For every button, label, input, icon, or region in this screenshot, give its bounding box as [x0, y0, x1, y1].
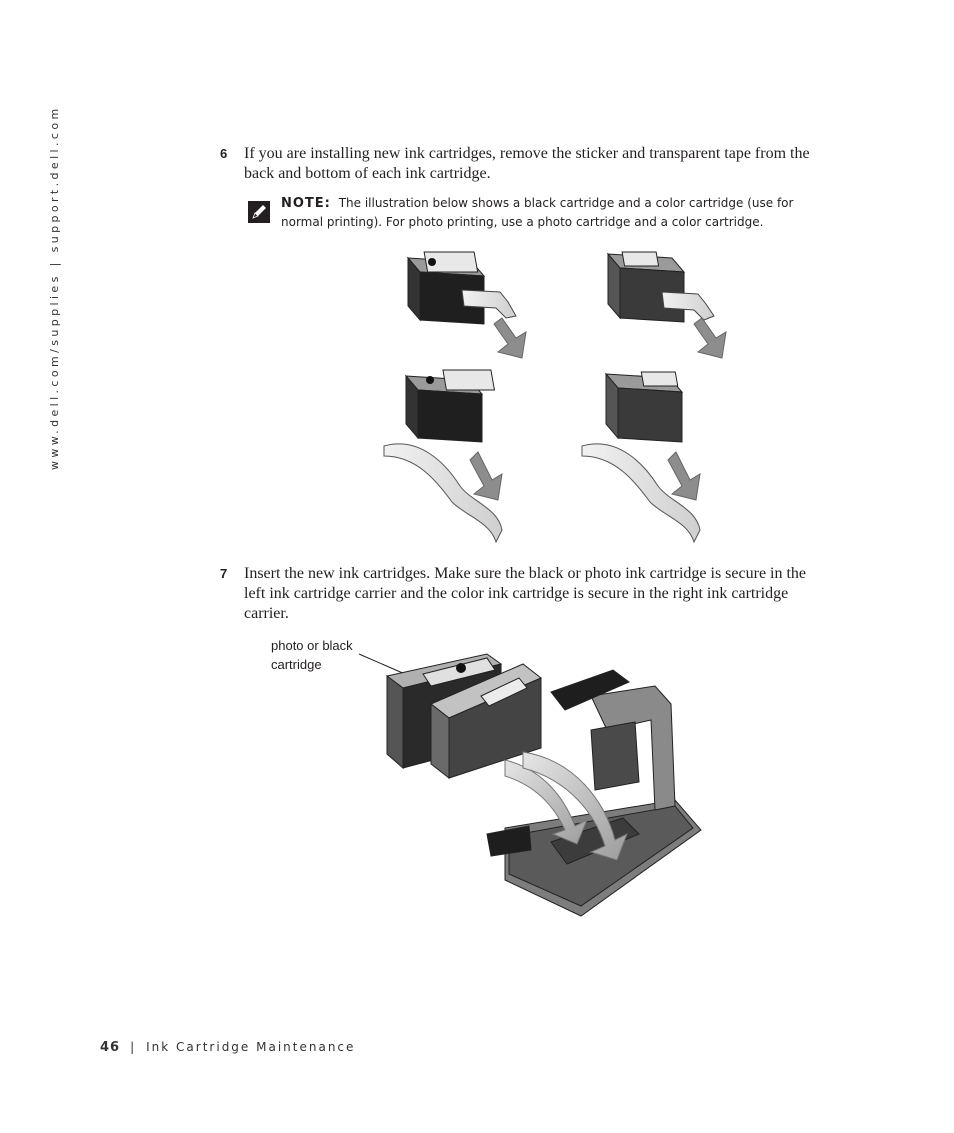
note-label: NOTE:	[281, 196, 331, 211]
arrow-icon	[470, 452, 502, 500]
color-cartridge-top	[608, 252, 714, 322]
page-number: 46	[100, 1040, 121, 1055]
callout-label: photo or black cartridge	[271, 638, 353, 672]
color-cartridge-bottom	[606, 372, 682, 442]
page-footer	[100, 1040, 355, 1055]
arrow-icon	[668, 452, 700, 500]
step-number: 7	[220, 566, 228, 581]
black-cartridge-top	[408, 252, 516, 324]
step-number: 6	[220, 146, 228, 161]
pencil-note-icon	[248, 201, 270, 223]
step-text: Insert the new ink cartridges. Make sure the black or photo ink cartridge is secure in the left ink cartridge carrier and the color ink cartridge is secure in the right ink cartridge carrier.	[244, 565, 807, 622]
footer-separator: |	[130, 1040, 135, 1054]
black-cartridge-bottom	[406, 370, 494, 442]
step-text: If you are installing new ink cartridges, remove the sticker and transparent tape from the back and bottom of each ink cartridge.	[244, 145, 810, 182]
section-title: Ink Cartridge Maintenance	[146, 1040, 356, 1054]
note-body	[281, 194, 814, 232]
arrow-icon	[694, 318, 726, 358]
cartridge-insertion-illustration	[255, 630, 715, 930]
tape-removal-illustration	[380, 240, 740, 550]
sidebar-url: www.dell.com/supplies | support.dell.com	[48, 105, 61, 470]
callout-leader-line	[359, 654, 405, 674]
arrow-icon	[494, 318, 526, 358]
note-text: The illustration below shows a black cartridge and a color cartridge (use for normal printing). For photo printing, use a photo cartridge and a color cartridge.	[281, 196, 794, 229]
